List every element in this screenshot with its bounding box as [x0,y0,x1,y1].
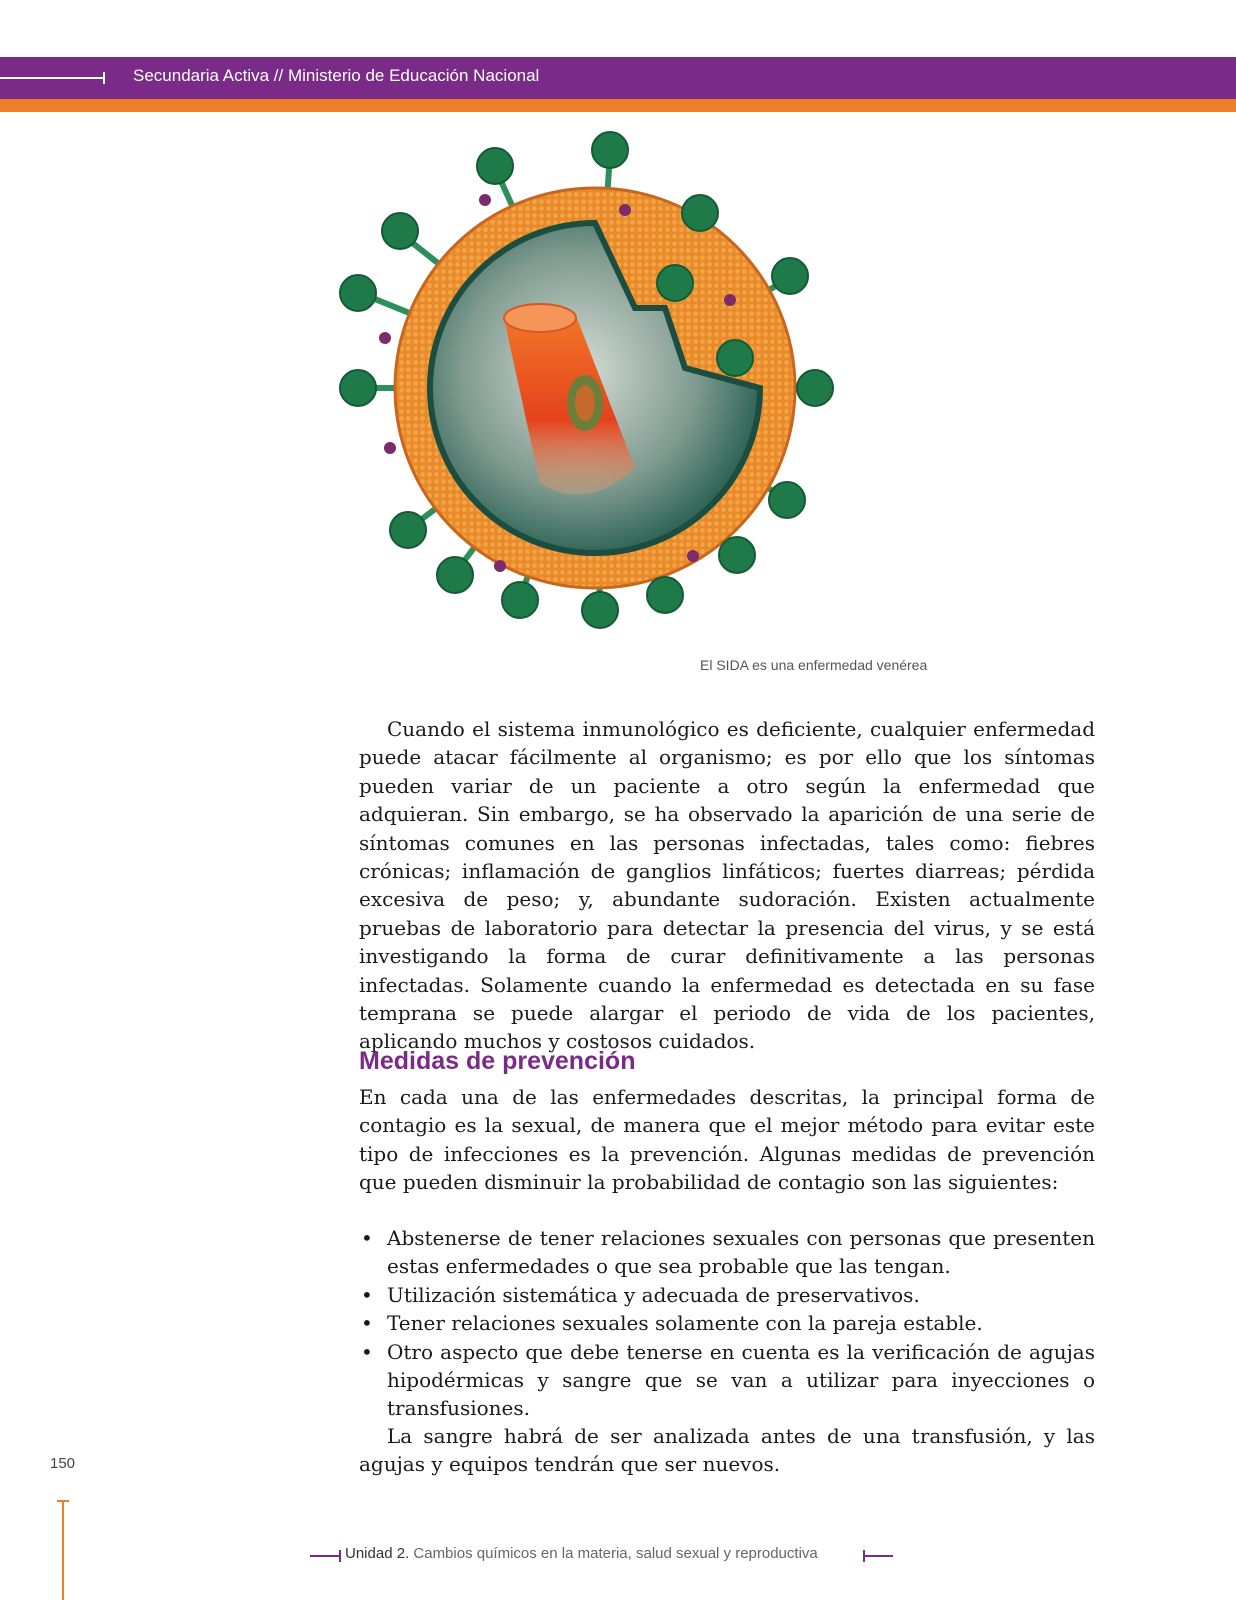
figure-caption: El SIDA es una enfermedad venérea [700,657,928,673]
paragraph-prevention-intro: En cada una de las enfermedades descritas, la principal forma de contagio es la sexual, de manera que el mejor método para evitar este tipo de infecciones es la prevención. Algunas medidas de prevención que pueden disminuir la probabilidad de contagio son las siguientes: [359,1085,1095,1195]
paragraph-symptoms: Cuando el sistema inmunológico es deficiente, cualquier enfermedad puede atacar fácilmente al organismo; es por ello que los síntomas pueden variar de un paciente a otro según la enfermedad que adquieran. Sin embargo, se ha observado la aparición de una serie de síntomas comunes en las personas infectadas, tales como: fiebres crónicas; inflamación de ganglios linfáticos; fuertes diarreas; pérdida excesiva de peso; y, abundante sudoración. Existen actualmente pruebas de laboratorio para detectar la presencia del virus, y se está investigando la forma de curar definitivamente a las personas infectadas. Solamente cuando la enfermedad es detectada en su fase temprana se puede alargar el periodo de vida de los pacientes, aplicando muchos y costosos cuidados. [359,717,1095,1054]
list-item [359,1309,1095,1337]
footer-rule-left-cap [339,1550,341,1562]
header-rule [0,77,104,79]
footer-title: Cambios químicos en la materia, salud sexual y reproductiva [413,1545,818,1562]
footer-rule-left [310,1555,340,1557]
header-rule-cap [103,72,105,84]
footer [310,1545,890,1569]
prevention-list [359,1224,1095,1423]
list-item [359,1224,1095,1281]
margin-rule [62,1500,64,1600]
bullet-icon: • [361,1339,373,1364]
list-item [359,1281,1095,1309]
list-item-text: Abstenerse de tener relaciones sexuales con personas que presenten estas enfermedades o que sea probable que las tengan. [387,1226,1095,1279]
bullet-icon: • [361,1226,373,1250]
paragraph-closing: La sangre habrá de ser analizada antes de una transfusión, y las agujas y equipos tendrán que ser nuevos. [359,1424,1095,1477]
bullet-icon: • [361,1311,373,1336]
header-accent-stripe [0,99,1236,112]
hiv-virus-illustration [335,128,855,648]
footer-rule-right [863,1555,893,1557]
list-item-text: Utilización sistemática y adecuada de preservativos. [387,1282,920,1307]
footer-text [345,1545,818,1562]
bullet-icon: • [361,1282,373,1307]
footer-unit: Unidad 2. [345,1545,410,1562]
hiv-virus-icon [335,128,855,648]
section-title: Medidas de prevención [359,1047,636,1075]
page-number: 150 [50,1455,76,1472]
list-item-text: Otro aspecto que debe tenerse en cuenta es la verificación de agujas hipodérmicas y sangre que se van a utilizar para inyecciones o transfusiones. [387,1339,1095,1421]
header-title: Secundaria Activa // Ministerio de Educación Nacional [133,66,540,85]
list-item-text: Tener relaciones sexuales solamente con la pareja estable. [387,1311,983,1336]
list-item [359,1338,1095,1423]
